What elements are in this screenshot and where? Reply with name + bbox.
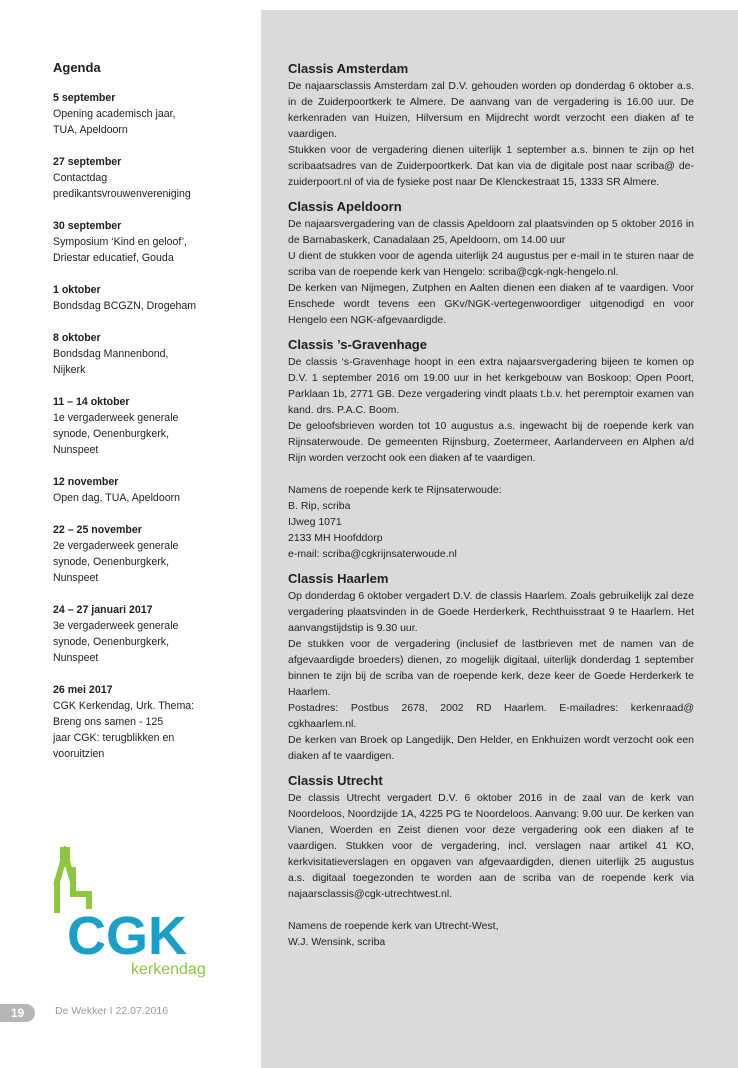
paragraph: De najaarsclassis Amsterdam zal D.V. gehouden worden op donderdag 6 oktober a.s. in de Zuiderpoortkerk te Almere. De aanvang van de vergadering is 16.00 uur. De kerkenraden van Huizen, Hilversum en Mijdrecht wordt verzocht een diaken af te vaardigen. (288, 80, 694, 140)
agenda-date: 12 november (53, 476, 119, 488)
agenda-desc: CGK Kerkendag, Urk. Thema: Breng ons samen - 125 jaar CGK: terugblikken en vooruitzien (53, 700, 195, 760)
publication-info: De Wekker I 22.07.2016 (55, 1005, 169, 1017)
agenda-item (53, 474, 253, 506)
agenda-date: 5 september (53, 92, 116, 104)
paragraph: Op donderdag 6 oktober vergadert D.V. de classis Haarlem. Zoals gebruikelijk zal deze vergadering plaatsvinden in de Goede Herderkerk, Rechthuisstraat 9 te Haarlem. Het aanvangstijdstip is 9.30 uur. (288, 590, 694, 634)
agenda-date: 8 oktober (53, 332, 101, 344)
section-title: Classis Utrecht (288, 773, 383, 788)
agenda-date: 22 – 25 november (53, 524, 142, 536)
spacer (288, 466, 694, 482)
agenda-item (53, 682, 253, 762)
contact-email: e-mail: scriba@cgkrijnsaterwoude.nl (288, 548, 457, 560)
agenda-desc: 1e vergaderweek generale synode, Oenenburgkerk, Nunspeet (53, 412, 179, 456)
spacer (288, 902, 694, 918)
agenda-item (53, 330, 253, 378)
section-apeldoorn (288, 198, 694, 328)
section-gravenhage (288, 336, 694, 562)
agenda-date: 24 – 27 januari 2017 (53, 604, 153, 616)
section-utrecht (288, 772, 694, 950)
agenda-desc: Bondsdag Mannenbond, Nijkerk (53, 348, 169, 376)
paragraph: De stukken voor de vergadering (inclusief de lastbrieven met de namen van de afgevaardigde broeders) dienen, zo mogelijk digitaal, uiterlijk donderdag 1 september binnen te zijn bij de scriba van de roepende kerk, deze keer de Goede Herderkerk te Haarlem. (288, 638, 694, 698)
paragraph: De classis ‘s-Gravenhage hoopt in een extra najaarsvergadering bijeen te komen op D.V. 1 september 2016 om 19.00 uur in het kerkgebouw van Boskoop; Open Poort, Parklaan 1b, 2771 GB. Deze vergadering vindt plaats t.b.v. het peremptoir examen van kand. drs. P.A.C. Boom. (288, 356, 694, 416)
agenda-item (53, 602, 253, 666)
agenda-title: Agenda (53, 60, 101, 75)
page-footer (0, 1002, 261, 1022)
section-title: Classis Amsterdam (288, 61, 409, 76)
contact-line: W.J. Wensink, scriba (288, 936, 386, 948)
agenda-item (53, 522, 253, 586)
agenda-desc: 3e vergaderweek generale synode, Oenenburgkerk, Nunspeet (53, 620, 179, 664)
contact-line: Namens de roepende kerk van Utrecht-West, (288, 920, 499, 932)
paragraph: De najaarsvergadering van de classis Apeldoorn zal plaatsvinden op 5 oktober 2016 in de Barnabaskerk, Canadalaan 25, Apeldoorn, om 14.00 uur (288, 218, 694, 246)
section-amsterdam (288, 60, 694, 190)
agenda-desc: Symposium ‘Kind en geloof’, Driestar educatief, Gouda (53, 236, 187, 264)
agenda-desc: Bondsdag BCGZN, Drogeham (53, 300, 197, 312)
classis-announcements (288, 60, 694, 958)
agenda-date: 27 september (53, 156, 122, 168)
section-haarlem (288, 570, 694, 764)
section-title: Classis Haarlem (288, 571, 389, 586)
agenda-desc: Contactdag predikantsvrouwenvereniging (53, 172, 191, 200)
contact-line: 2133 MH Hoofddorp (288, 532, 383, 544)
agenda-item (53, 218, 253, 266)
agenda-desc: Open dag, TUA, Apeldoorn (53, 492, 181, 504)
cgk-kerkendag-logo (53, 846, 213, 980)
section-title: Classis Apeldoorn (288, 199, 402, 214)
contact-line: Namens de roepende kerk te Rijnsaterwoude: (288, 484, 502, 496)
church-outline-icon (53, 846, 213, 980)
agenda-desc: 2e vergaderweek generale synode, Oenenburgkerk, Nunspeet (53, 540, 179, 584)
paragraph: De kerken van Nijmegen, Zutphen en Aalten dienen een diaken af te vaardigen. Voor Enschede wordt tevens een GKv/NGK-vertegenwoordiger uitgenodigd en voor Hengelo een NGK-afgevaardigde. (288, 282, 694, 326)
paragraph: U dient de stukken voor de agenda uiterlijk 24 augustus per e-mail in te sturen naar de scriba van de roepende kerk van Hengelo: scriba@cgk-ngk-hengelo.nl. (288, 250, 694, 278)
agenda-item (53, 154, 253, 202)
section-title: Classis ’s-Gravenhage (288, 337, 427, 352)
agenda-date: 1 oktober (53, 284, 101, 296)
paragraph: De classis Utrecht vergadert D.V. 6 oktober 2016 in de zaal van de kerk van Noordeloos, Noordzijde 1A, 4225 PG te Noordeloos. Aanvang: 9.00 uur. De kerken van Vianen, Woerden en Zeist dienen voor deze vergadering ook een diaken af te vaardigen. Stukken voor de vergadering, incl. verslagen naar artikel 41 KO, kerkvisitatieverslagen en opgaven van afgevaardigden, dienen uiterlijk 25 augustus a.s. digitaal toegezonden te worden aan de scriba van de roepende kerk via najaarsclassis@cgk-utrechtwest.nl. (288, 792, 694, 900)
agenda-item (53, 90, 253, 138)
agenda-desc: Opening academisch jaar, TUA, Apeldoorn (53, 108, 176, 136)
page-number: 19 (0, 1004, 35, 1022)
logo-brand: CGK (67, 906, 187, 966)
agenda-item (53, 394, 253, 458)
agenda-date: 30 september (53, 220, 122, 232)
contact-line: B. Rip, scriba (288, 500, 351, 512)
paragraph: Postadres: Postbus 2678, 2002 RD Haarlem. E-mailadres: kerkenraad@ cgkhaarlem.nl. (288, 702, 694, 730)
logo-sub: kerkendag (131, 961, 206, 978)
paragraph: De kerken van Broek op Langedijk, Den Helder, en Enkhuizen wordt verzocht ook een diaken af te vaardigen. (288, 734, 694, 762)
paragraph: De geloofsbrieven worden tot 10 augustus a.s. ingewacht bij de roepende kerk van Rijnsaterwoude. De gemeenten Rijnsburg, Zoetermeer, Aarlanderveen en Alphen a/d Rijn worden verzocht ook een diaken af te vaardigen. (288, 420, 694, 464)
agenda-item (53, 282, 253, 314)
paragraph: Stukken voor de vergadering dienen uiterlijk 1 september a.s. binnen te zijn op het scribaatsadres van de Zuiderpoortkerk. Dat kan via de digitale post naar scriba@ de-zuiderpoort.nl of via de fysieke post naar De Klenckestraat 15, 1333 SR Almere. (288, 144, 694, 188)
logo-church-outline (57, 850, 89, 910)
agenda-date: 26 mei 2017 (53, 684, 113, 696)
agenda-date: 11 – 14 oktober (53, 396, 130, 408)
agenda-column (53, 60, 253, 778)
contact-line: IJweg 1071 (288, 516, 342, 528)
